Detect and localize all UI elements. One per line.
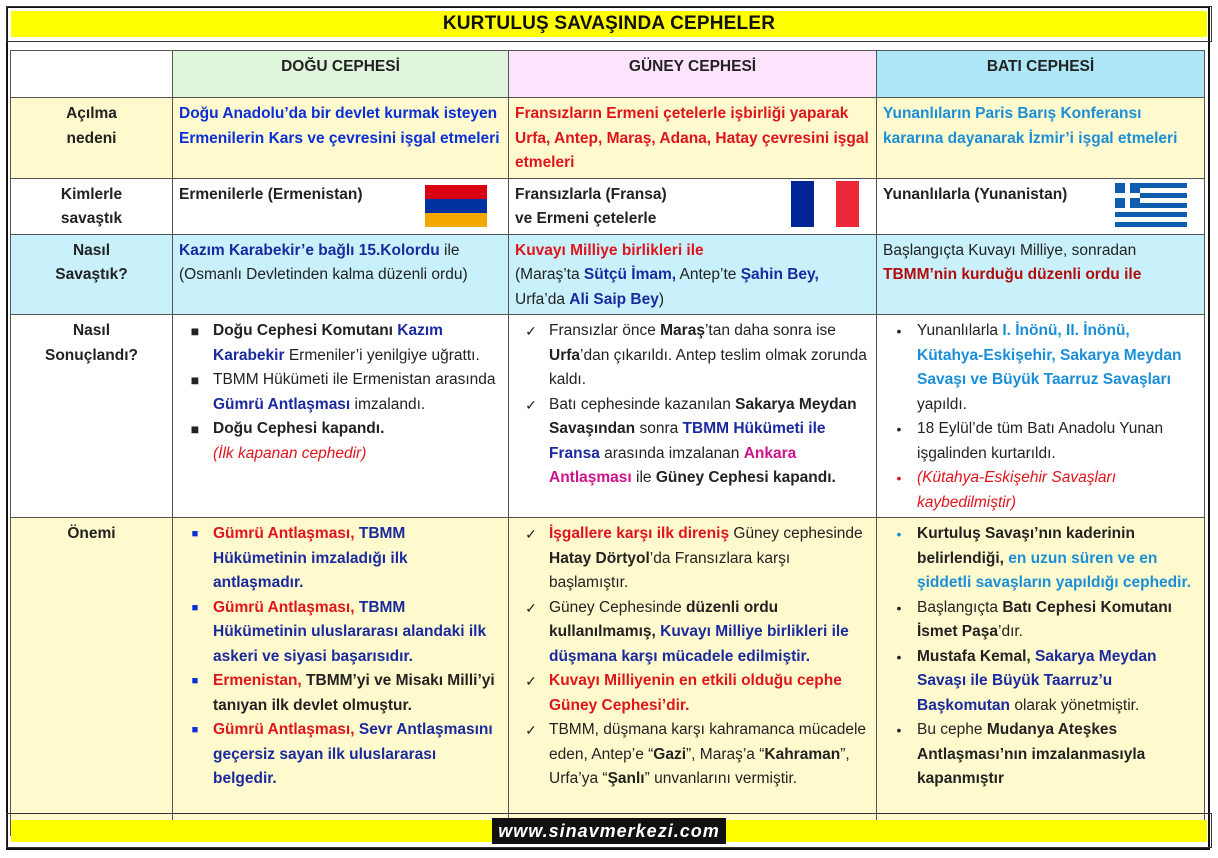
list-item: • Kurtuluş Savaşı’nın kaderinin belirlendiği, en uzun süren ve en şiddetli savaşların yapıldığı cephedir. [883,522,1198,596]
checkmark-icon: ✓ [525,396,537,413]
header-row [11,51,1205,98]
list-item: ✓ Fransızlar önce Maraş’tan daha sonra ise Urfa’dan çıkarıldı. Antep teslim olmak zorunda kaldı. [515,319,870,393]
list-item: ✓ TBMM, düşmana karşı kahramanca mücadele eden, Antep’e “Gazi”, Maraş’a “Kahraman”, Urfa’ya “Şanlı” unvanlarını vermiştir. [515,718,870,792]
dot-bullet-icon: • [896,722,902,738]
savastik-guney: Kuvayı Milliye birlikleri ile (Maraş’ta Sütçü İmam, Antep’te Şahin Bey, Urfa’da Ali Saip Bey) [509,234,877,315]
checkmark-icon: ✓ [525,526,537,542]
fronts-table [10,50,1205,836]
list-item: • Yunanlılarla I. İnönü, II. İnönü, Kütahya-Eskişehir, Sakarya Meydan Savaşı ve Büyük Taarruz Savaşları yapıldı. [883,319,1198,417]
list-item: ■ Doğu Cephesi kapandı. (İlk kapanan cephedir) [179,417,502,466]
row-nasil-savastik [11,234,1205,315]
acilma-bati: Yunanlıların Paris Barış Konferansı kararına dayanarak İzmir’i işgal etmeleri [877,98,1205,179]
footer-frame [6,813,1212,848]
square-bullet-icon: ■ [191,675,199,687]
row-label-kimlerle: Kimlerle savaştık [11,178,173,234]
header-bati: BATI CEPHESİ [877,51,1205,98]
list-item: • Başlangıçta Batı Cephesi Komutanı İsmet Paşa’dır. [883,596,1198,645]
france-flag-icon [791,181,859,227]
row-label-acilma: Açılma nedeni [11,98,173,179]
savastik-bati: Başlangıçta Kuvayı Milliye, sonradan TBMM’nin kurduğu düzenli ordu ile [877,234,1205,315]
list-item: ✓ Güney Cephesinde düzenli ordu kullanılmamış, Kuvayı Milliye birlikleri ile düşmana karşı mücadele edilmiştir. [515,596,870,670]
square-bullet-icon: ■ [190,372,200,388]
checkmark-icon: ✓ [525,673,537,689]
square-bullet-icon: ■ [191,601,199,614]
checkmark-icon: ✓ [525,599,537,616]
onemi-guney [509,518,877,836]
armenia-flag-icon [425,185,487,227]
square-bullet-icon: ■ [190,421,200,437]
sonuc-guney [509,315,877,518]
corner-cell [11,51,173,98]
footer-bar [11,820,1207,842]
square-bullet-icon: ■ [191,724,199,736]
dot-bullet-icon: • [896,599,902,616]
kimlerle-bati: Yunanlılarla (Yunanistan) [877,178,1205,234]
list-item: • (Kütahya-Eskişehir Savaşları kaybedilmiştir) [883,466,1198,515]
sonuc-dogu [173,315,509,518]
list-item: ■ Doğu Cephesi Komutanı Kazım Karabekir Ermeniler’i yenilgiye uğrattı. [179,319,502,368]
row-label-onemi: Önemi [11,518,173,836]
kimlerle-guney: Fransızlarla (Fransa) ve Ermeni çetelerle [509,178,877,234]
square-bullet-icon: ■ [191,528,199,540]
row-acilma [11,98,1205,179]
header-dogu: DOĞU CEPHESİ [173,51,509,98]
acilma-dogu: Doğu Anadolu’da bir devlet kurmak isteyen Ermenilerin Kars ve çevresini işgal etmeleri [173,98,509,179]
row-onemi [11,518,1205,836]
title-frame [6,6,1212,42]
list-item: ✓ İşgallere karşı ilk direniş Güney cephesinde Hatay Dörtyol’da Fransızlara karşı başlamıştır. [515,522,870,596]
footer-url[interactable]: www.sinavmerkezi.com [492,818,725,844]
onemi-bati [877,518,1205,836]
list-item: ■ Gümrü Antlaşması, Sevr Antlaşmasını geçersiz sayan ilk uluslararası belgedir. [179,718,502,792]
list-item: ✓ Kuvayı Milliyenin en etkili olduğu cephe Güney Cephesi’dir. [515,669,870,718]
list-item: • Bu cephe Mudanya Ateşkes Antlaşması’nın imzalanmasıyla kapanmıştır [883,718,1198,792]
list-item: ■ TBMM Hükümeti ile Ermenistan arasında Gümrü Antlaşması imzalandı. [179,368,502,417]
dot-bullet-icon: • [896,470,902,486]
acilma-guney: Fransızların Ermeni çetelerle işbirliği yaparak Urfa, Antep, Maraş, Adana, Hatay çevresini işgal etmeleri [509,98,877,179]
checkmark-icon: ✓ [525,323,537,339]
list-item: ■ Gümrü Antlaşması, TBMM Hükümetinin imzaladığı ilk antlaşmadır. [179,522,502,596]
list-item: ■ Ermenistan, TBMM’yi ve Misakı Milli’yi tanıyan ilk devlet olmuştur. [179,669,502,718]
savastik-dogu: Kazım Karabekir’e bağlı 15.Kolordu ile (Osmanlı Devletinden kalma düzenli ordu) [173,234,509,315]
dot-bullet-icon: • [896,648,902,665]
row-kimlerle [11,178,1205,234]
list-item: • Mustafa Kemal, Sakarya Meydan Savaşı ile Büyük Taarruz’u Başkomutan olarak yönetmiştir. [883,645,1198,719]
greece-flag-icon [1115,183,1187,227]
kimlerle-dogu: Ermenilerle (Ermenistan) [173,178,509,234]
list-item: ■ Gümrü Antlaşması, TBMM Hükümetinin uluslararası alandaki ilk askeri ve siyasi başarısıdır. [179,596,502,670]
header-guney: GÜNEY CEPHESİ [509,51,877,98]
dot-bullet-icon: • [896,323,902,339]
row-label-nasil-sonuclandi: Nasıl Sonuçlandı? [11,315,173,518]
dot-bullet-icon: • [896,421,902,437]
square-bullet-icon: ■ [190,323,200,339]
checkmark-icon: ✓ [525,722,537,738]
list-item: • 18 Eylül’de tüm Batı Anadolu Yunan işgalinden kurtarıldı. [883,417,1198,466]
list-item: ✓ Batı cephesinde kazanılan Sakarya Meydan Savaşından sonra TBMM Hükümeti ile Fransa arasında imzalanan Ankara Antlaşması ile Güney Cephesi kapandı. [515,393,870,491]
sonuc-bati [877,315,1205,518]
page-title: KURTULUŞ SAVAŞINDA CEPHELER [11,11,1207,37]
onemi-dogu [173,518,509,836]
row-nasil-sonuclandi [11,315,1205,518]
dot-bullet-icon: • [896,526,902,542]
row-label-nasil-savastik: Nasıl Savaştık? [11,234,173,315]
